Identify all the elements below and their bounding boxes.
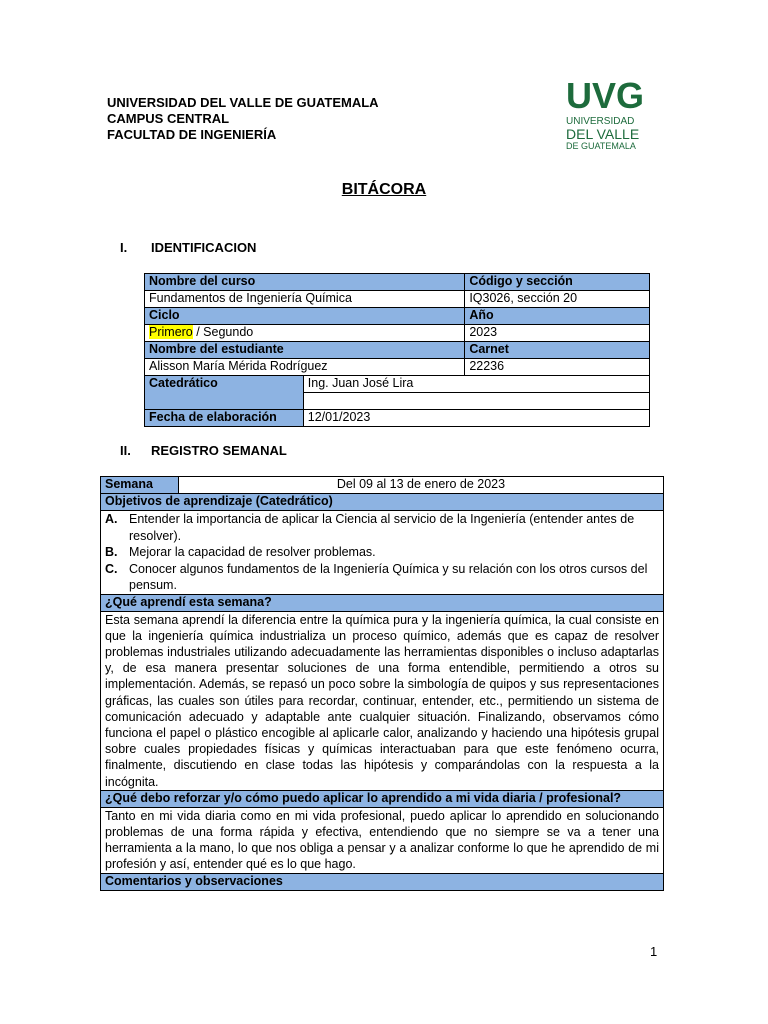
institution-header bbox=[107, 95, 379, 143]
table-row bbox=[101, 611, 664, 790]
table-row bbox=[101, 511, 664, 595]
uvg-logo-line3: DE GUATEMALA bbox=[566, 141, 636, 151]
teacher-label: Catedrático bbox=[145, 376, 304, 410]
table-row bbox=[145, 410, 650, 427]
list-item bbox=[105, 561, 659, 594]
list-item bbox=[105, 511, 659, 544]
table-row bbox=[101, 494, 664, 511]
course-label: Nombre del curso bbox=[145, 274, 465, 291]
cycle-value bbox=[145, 325, 465, 342]
carnet-label: Carnet bbox=[465, 342, 650, 359]
code-label: Código y sección bbox=[465, 274, 650, 291]
uvg-logo-mark: UVG bbox=[566, 75, 645, 116]
table-row bbox=[101, 790, 664, 807]
learned-text: Esta semana aprendí la diferencia entre la química pura y la ingeniería química, la cual consiste en que la ingeniería química industrializa un proceso químico, además que es capaz de resolver problemas industriales utilizando adecuadamente las herramientas disponibles o incluso adaptarlas y, de esa manera presentar soluciones de una forma entendible, permitiendo a otros su implementación. Además, se repasó un poco sobre la simbología de quipos y sus representaciones gráficas, las cuales son útiles para recordar, continuar, entender, etc., permitiendo un sistema de comunicación adecuado y adaptable ante cualquier situación. Finalizando, observamos cómo funciona el papel o plástico encogible al aplicarle calor, analizando y haciendo una hipótesis grupal sobre cuales propiedades físicas y químicas interactuaban para que este fenómeno ocurra, finalmente, discutiendo en clase todas las hipótesis y comparándolas con la respuesta a la incógnita. bbox=[101, 611, 664, 790]
table-row bbox=[145, 376, 650, 393]
table-row bbox=[101, 594, 664, 611]
list-item bbox=[105, 544, 659, 561]
section-registro-heading bbox=[120, 443, 287, 458]
uvg-logo-line1: UNIVERSIDAD bbox=[566, 116, 635, 127]
objectives-list bbox=[101, 511, 664, 595]
objective-letter: C. bbox=[105, 561, 118, 576]
table-row bbox=[145, 291, 650, 308]
table-row bbox=[145, 308, 650, 325]
reinforce-text: Tanto en mi vida diaria como en mi vida profesional, puedo aplicar lo aprendido en solucionando problemas de una forma rápida y efectiva, entendiendo que no siempre se va a tener una herramienta a la mano, lo que nos obliga a pensar y a analizar conforme lo que he aprendido de mi profesión y así, entender qué es lo que hago. bbox=[101, 807, 664, 873]
section-number: I. bbox=[120, 240, 128, 255]
uvg-logo-line2: DEL VALLE bbox=[566, 126, 640, 142]
university-name: UNIVERSIDAD DEL VALLE DE GUATEMALA bbox=[107, 95, 379, 110]
table-row bbox=[145, 274, 650, 291]
table-row bbox=[145, 359, 650, 376]
section-identificacion-heading bbox=[120, 240, 256, 255]
section-number: II. bbox=[120, 443, 131, 458]
table-row bbox=[145, 325, 650, 342]
reinforce-label: ¿Qué debo reforzar y/o cómo puedo aplicar lo aprendido a mi vida diaria / profesional? bbox=[101, 790, 664, 807]
table-row bbox=[101, 873, 664, 890]
year-value: 2023 bbox=[465, 325, 650, 342]
campus-name: CAMPUS CENTRAL bbox=[107, 111, 230, 126]
table-row bbox=[101, 477, 664, 494]
teacher-value: Ing. Juan José Lira bbox=[303, 376, 649, 393]
uvg-logo bbox=[566, 75, 656, 158]
objective-text: Conocer algunos fundamentos de la Ingeniería Química y su relación con los otros cursos del pensum. bbox=[129, 561, 648, 592]
objectives-label: Objetivos de aprendizaje (Catedrático) bbox=[101, 494, 664, 511]
weekly-log-table bbox=[100, 476, 664, 891]
objective-text: Mejorar la capacidad de resolver problemas. bbox=[129, 545, 376, 559]
table-row bbox=[145, 342, 650, 359]
empty-cell bbox=[303, 393, 649, 410]
page-number: 1 bbox=[650, 944, 658, 959]
week-label: Semana bbox=[101, 477, 179, 494]
code-value: IQ3026, sección 20 bbox=[465, 291, 650, 308]
learned-label: ¿Qué aprendí esta semana? bbox=[101, 594, 664, 611]
identification-table bbox=[144, 273, 650, 427]
student-label: Nombre del estudiante bbox=[145, 342, 465, 359]
document-title: BITÁCORA bbox=[341, 181, 427, 198]
date-value: 12/01/2023 bbox=[303, 410, 649, 427]
cycle-rest: / Segundo bbox=[192, 325, 254, 339]
course-value: Fundamentos de Ingeniería Química bbox=[145, 291, 465, 308]
table-row bbox=[101, 807, 664, 873]
carnet-value: 22236 bbox=[465, 359, 650, 376]
section-label: IDENTIFICACION bbox=[151, 240, 257, 255]
comments-label: Comentarios y observaciones bbox=[101, 873, 664, 890]
faculty-name: FACULTAD DE INGENIERÍA bbox=[107, 127, 277, 142]
week-value: Del 09 al 13 de enero de 2023 bbox=[178, 477, 663, 494]
cycle-label: Ciclo bbox=[145, 308, 465, 325]
student-value: Alisson María Mérida Rodríguez bbox=[145, 359, 465, 376]
objective-letter: A. bbox=[105, 512, 118, 526]
objective-text: Entender la importancia de aplicar la Ciencia al servicio de la Ingeniería (entender antes de resolver). bbox=[129, 512, 635, 543]
cycle-highlighted: Primero bbox=[149, 325, 193, 339]
date-label: Fecha de elaboración bbox=[145, 410, 304, 427]
objective-letter: B. bbox=[105, 545, 118, 559]
year-label: Año bbox=[465, 308, 650, 325]
section-label: REGISTRO SEMANAL bbox=[151, 443, 287, 458]
